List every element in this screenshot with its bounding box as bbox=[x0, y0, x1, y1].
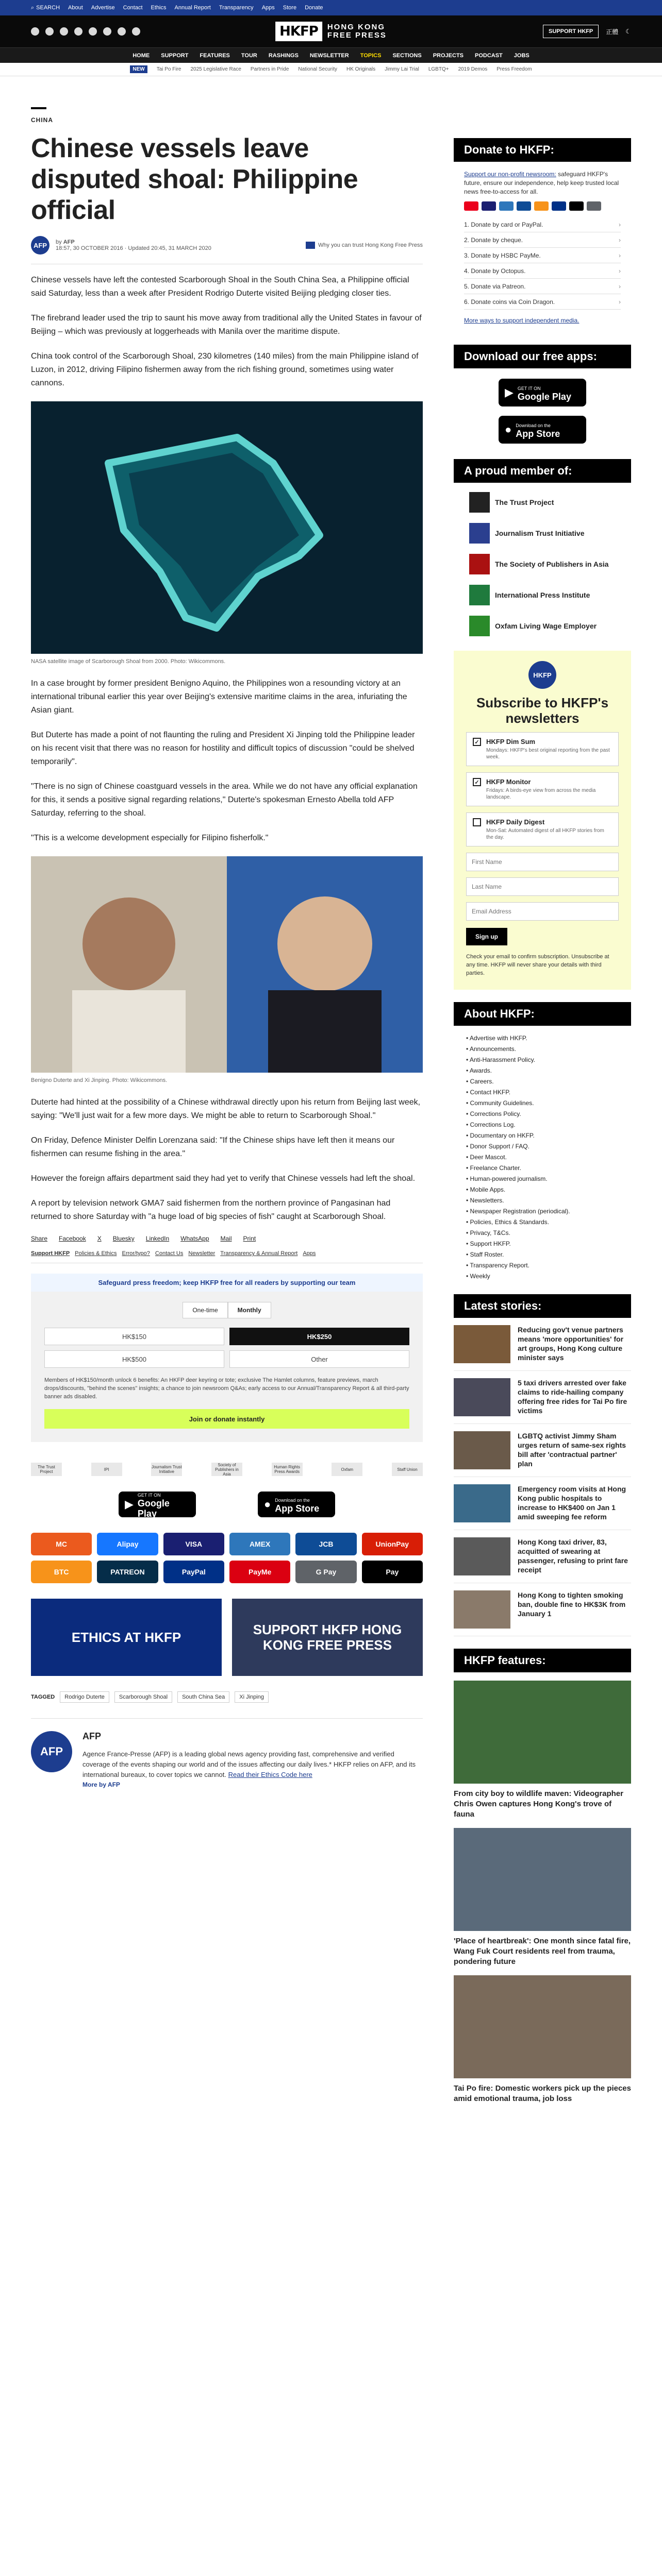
trending-link[interactable]: Tai Po Fire bbox=[156, 66, 181, 72]
google-play-button[interactable]: ▶ GET IT ON Google Play bbox=[119, 1492, 196, 1517]
about-link[interactable]: • Freelance Charter. bbox=[466, 1163, 619, 1174]
play-icon: ▶ bbox=[505, 386, 514, 399]
badge-logo[interactable]: Staff Union bbox=[392, 1463, 423, 1476]
last-name-field[interactable] bbox=[466, 877, 619, 896]
story-item[interactable] bbox=[454, 1583, 631, 1636]
donate-method[interactable]: 4. Donate by Octopus. › bbox=[464, 263, 621, 279]
share-print[interactable]: Print bbox=[243, 1235, 256, 1242]
top-link-donate[interactable]: Donate bbox=[305, 5, 323, 11]
feature-stories bbox=[454, 1681, 631, 2104]
subscribe-note: Check your email to confirm subscription. Unsubscribe at any time. HKFP will never share your details with third parties. bbox=[466, 954, 609, 976]
share-bar bbox=[31, 1235, 423, 1242]
more-by-author-link[interactable]: More by AFP bbox=[82, 1781, 120, 1788]
nav-podcast[interactable]: PODCAST bbox=[475, 52, 503, 59]
feature-item[interactable] bbox=[454, 1828, 631, 1967]
main-nav bbox=[0, 47, 662, 63]
donate-widget bbox=[31, 1274, 423, 1442]
card-logo bbox=[499, 201, 514, 211]
flag-icon bbox=[306, 242, 315, 249]
author-card bbox=[31, 1718, 423, 1788]
feature-title[interactable]: From city boy to wildlife maven: Videographer Chris Owen captures Hong Kong's trove of fauna bbox=[454, 1789, 623, 1819]
chevron-right-icon: › bbox=[619, 298, 621, 306]
about-link[interactable]: • Policies, Ethics & Standards. bbox=[466, 1217, 619, 1228]
hkfp-logo: HKFP bbox=[528, 661, 556, 689]
about-link[interactable]: • Newspaper Registration (periodical). bbox=[466, 1206, 619, 1217]
x-icon[interactable] bbox=[45, 27, 54, 36]
nav-sections[interactable]: SECTIONS bbox=[392, 52, 422, 59]
chevron-right-icon: › bbox=[619, 267, 621, 275]
about-link[interactable]: • Announcements. bbox=[466, 1044, 619, 1055]
payment-logo: PATREON bbox=[97, 1561, 158, 1583]
tags-row: TAGGED Rodrigo Duterte Scarborough Shoal South China Sea Xi Jinping bbox=[31, 1691, 423, 1703]
payment-logo: VISA bbox=[163, 1533, 224, 1555]
donate-method[interactable]: 5. Donate via Patreon. › bbox=[464, 279, 621, 294]
payment-logo: Pay bbox=[362, 1561, 423, 1583]
brand-bar bbox=[0, 15, 662, 47]
share-mail[interactable]: Mail bbox=[220, 1235, 232, 1242]
share-bluesky[interactable]: Bluesky bbox=[112, 1235, 135, 1242]
story-title[interactable]: Hong Kong to tighten smoking ban, double fine to HK$3K from January 1 bbox=[518, 1591, 626, 1618]
ethics-code-link[interactable]: Read their Ethics Code here bbox=[228, 1771, 312, 1778]
amount-option[interactable]: HK$500 bbox=[44, 1350, 224, 1368]
amount-option[interactable]: HK$150 bbox=[44, 1328, 224, 1345]
article-column bbox=[31, 76, 423, 1788]
paragraph: In a case brought by former president Benigno Aquino, the Philippines won a resounding victory at an international tribunal earlier this year over Beijing's extensive maritime claims in the area, infuriating the Asian giant. bbox=[31, 679, 407, 715]
rss-icon[interactable] bbox=[103, 27, 111, 36]
paragraph: Chinese vessels have left the contested Scarborough Shoal in the South China Sea, a Philippine official said Saturday, less than a week after President Rodrigo Duterte visited Beijing pledging closer ties. bbox=[31, 276, 409, 298]
badge-logo[interactable]: Human Rights Press Awards bbox=[272, 1463, 303, 1476]
amount-options bbox=[44, 1328, 409, 1368]
about-link[interactable]: • Awards. bbox=[466, 1065, 619, 1076]
share-x[interactable]: X bbox=[97, 1235, 102, 1242]
about-link[interactable]: • Privacy, T&Cs. bbox=[466, 1228, 619, 1239]
logo-text: HONG KONG FREE PRESS bbox=[327, 23, 387, 40]
sidebar-latest bbox=[454, 1294, 631, 1636]
checkbox[interactable] bbox=[473, 818, 481, 826]
transparency-link[interactable]: Transparency & Annual Report bbox=[220, 1250, 298, 1257]
tag-link[interactable]: South China Sea bbox=[177, 1691, 229, 1703]
story-item[interactable] bbox=[454, 1371, 631, 1424]
member-logo[interactable]: Oxfam Living Wage Employer bbox=[469, 616, 616, 636]
story-title[interactable]: LGBTQ activist Jimmy Sham urges return of same-sex rights bill after 'contractual partner' plan bbox=[518, 1432, 626, 1468]
newsletter-option[interactable]: ✓ HKFP Monitor Fridays: A birds-eye view from across the media landscape. bbox=[466, 772, 619, 806]
donate-heading: Safeguard press freedom; keep HKFP free for all readers by supporting our team bbox=[31, 1274, 423, 1292]
sidebar-heading: HKFP features: bbox=[454, 1649, 631, 1672]
google-play-button[interactable]: ▶ GET IT ON Google Play bbox=[499, 379, 586, 406]
nonprofit-link[interactable]: Support our non-profit newsroom: bbox=[464, 171, 556, 178]
about-link[interactable]: • Deer Mascot. bbox=[466, 1152, 619, 1163]
card-logo bbox=[569, 201, 584, 211]
chevron-right-icon: › bbox=[619, 221, 621, 228]
card-logo bbox=[552, 201, 566, 211]
subscribe-heading: Subscribe to HKFP's newsletters bbox=[476, 695, 609, 726]
donate-methods bbox=[454, 211, 631, 310]
story-item[interactable] bbox=[454, 1318, 631, 1371]
about-link[interactable]: • Weekly bbox=[466, 1271, 619, 1282]
payment-methods bbox=[31, 1533, 423, 1583]
checkbox[interactable]: ✓ bbox=[473, 738, 481, 746]
card-logo bbox=[517, 201, 531, 211]
member-logo[interactable]: The Trust Project bbox=[469, 492, 616, 513]
payment-logo: MC bbox=[31, 1533, 92, 1555]
figure-caption: Benigno Duterte and Xi Jinping. Photo: Wikicommons. bbox=[31, 1077, 168, 1083]
card-logo bbox=[482, 201, 496, 211]
card-logos bbox=[454, 201, 631, 211]
newsletter-option[interactable]: HKFP Daily Digest Mon-Sat: Automated digest of all HKFP stories from the day. bbox=[466, 812, 619, 846]
chevron-right-icon: › bbox=[619, 236, 621, 244]
story-title[interactable]: Emergency room visits at Hong Kong public hospitals to increase to HK$400 on Jan 1 amid sweeping fee reform bbox=[518, 1485, 626, 1521]
sidebar-heading: Donate to HKFP: bbox=[454, 138, 631, 162]
article-body bbox=[31, 274, 423, 1224]
badge-logo[interactable]: Oxfam bbox=[332, 1463, 362, 1476]
about-link[interactable]: • Careers. bbox=[466, 1076, 619, 1087]
paragraph: A report by television network GMA7 said fishermen from the northern province of Pangasinan had returned to shore Saturday with "a huge load of big species of fish" caught at Scarborough Shoal. bbox=[31, 1199, 391, 1221]
leaders-photo bbox=[31, 856, 423, 1073]
feature-item[interactable] bbox=[454, 1975, 631, 2104]
sidebar-heading: About HKFP: bbox=[454, 1002, 631, 1026]
instagram-icon[interactable] bbox=[60, 27, 68, 36]
sidebar-heading: Latest stories: bbox=[454, 1294, 631, 1318]
card-logo bbox=[587, 201, 601, 211]
story-thumbnail[interactable] bbox=[454, 1484, 510, 1522]
author-link[interactable]: AFP bbox=[63, 239, 75, 245]
checkbox[interactable]: ✓ bbox=[473, 778, 481, 786]
app-store-links bbox=[31, 1492, 423, 1517]
feature-image[interactable] bbox=[454, 1681, 631, 1784]
trending-link[interactable]: HK Originals bbox=[346, 66, 376, 72]
trending-link[interactable]: 2025 Legislative Race bbox=[190, 66, 241, 72]
feature-image[interactable] bbox=[454, 1828, 631, 1931]
newsletter-signup bbox=[454, 651, 631, 990]
payment-logo: PayMe bbox=[229, 1561, 290, 1583]
share-linkedin[interactable]: LinkedIn bbox=[145, 1235, 170, 1242]
about-link[interactable]: • Documentary on HKFP. bbox=[466, 1130, 619, 1141]
about-link[interactable]: • Newsletters. bbox=[466, 1195, 619, 1206]
tag-link[interactable]: Scarborough Shoal bbox=[114, 1691, 172, 1703]
about-link[interactable]: • Staff Roster. bbox=[466, 1249, 619, 1260]
paragraph: However the foreign affairs department said they had yet to verify that Chinese vessels had left the shoal. bbox=[31, 1174, 416, 1183]
trending-link[interactable]: Press Freedom bbox=[496, 66, 532, 72]
article-title: Chinese vessels leave disputed shoal: Philippine official bbox=[31, 133, 358, 225]
paragraph: "This is a welcome development especially for Filipino fisherfolk." bbox=[31, 834, 269, 842]
story-item[interactable] bbox=[454, 1530, 631, 1583]
linkedin-icon[interactable] bbox=[132, 27, 140, 36]
about-link[interactable]: • Corrections Log. bbox=[466, 1120, 619, 1130]
figure-shoal bbox=[31, 401, 423, 665]
story-item[interactable] bbox=[454, 1424, 631, 1477]
trending-link[interactable]: Partners in Pride bbox=[250, 66, 289, 72]
nav-rashings[interactable]: RASHINGS bbox=[268, 52, 299, 59]
feature-title[interactable]: Tai Po fire: Domestic workers pick up the pieces amid emotional trauma, job loss bbox=[454, 2084, 631, 2103]
top-link-store[interactable]: Store bbox=[283, 5, 297, 11]
sidebar-donate bbox=[454, 138, 631, 331]
about-link[interactable]: • Anti-Harassment Policy. bbox=[466, 1055, 619, 1065]
payment-logo: AMEX bbox=[229, 1533, 290, 1555]
figure-leaders bbox=[31, 856, 423, 1083]
story-title[interactable]: Reducing gov't venue partners means 'more opportunities' for art groups, Hong Kong culture minister says bbox=[518, 1326, 624, 1362]
sidebar-heading: Download our free apps: bbox=[454, 345, 631, 368]
paragraph: The firebrand leader used the trip to saunt his move away from traditional ally the United States in favour of Beijing – which was previously at loggerheads with Manila over the maritime dispute. bbox=[31, 314, 422, 336]
apple-icon: ● bbox=[505, 423, 512, 436]
top-link-contact[interactable]: Contact bbox=[123, 5, 143, 11]
language-switch[interactable]: 正體 bbox=[606, 28, 619, 36]
feature-title[interactable]: 'Place of heartbreak': One month since fatal fire, Wang Fuk Court residents reel from trauma, pondering future bbox=[454, 1937, 631, 1966]
sign-up-button[interactable]: Sign up bbox=[466, 928, 507, 945]
story-thumbnail[interactable] bbox=[454, 1378, 510, 1416]
share-whatsapp[interactable]: WhatsApp bbox=[180, 1235, 209, 1242]
badge-logo[interactable]: Society of Publishers in Asia bbox=[211, 1463, 242, 1476]
about-link[interactable]: • Contact HKFP. bbox=[466, 1087, 619, 1098]
top-link-transparency[interactable]: Transparency bbox=[219, 5, 254, 11]
nav-projects[interactable]: PROJECTS bbox=[433, 52, 464, 59]
telegram-icon[interactable] bbox=[89, 27, 97, 36]
join-donate-button[interactable]: Join or donate instantly bbox=[44, 1409, 409, 1429]
nav-newsletter[interactable]: NEWSLETTER bbox=[309, 52, 349, 59]
moon-icon[interactable]: ☾ bbox=[625, 28, 631, 35]
support-banner[interactable]: SUPPORT HKFP HONG KONG FREE PRESS bbox=[232, 1599, 423, 1676]
press-badges bbox=[31, 1463, 423, 1476]
sidebar-members bbox=[454, 459, 631, 646]
top-link-advertise[interactable]: Advertise bbox=[91, 5, 115, 11]
donate-method[interactable]: 6. Donate coins via Coin Dragon. › bbox=[464, 294, 621, 310]
card-logo bbox=[534, 201, 549, 211]
about-link[interactable]: • Advertise with HKFP. bbox=[466, 1033, 619, 1044]
story-thumbnail[interactable] bbox=[454, 1590, 510, 1629]
trending-link[interactable]: Jimmy Lai Trial bbox=[385, 66, 419, 72]
more-ways-link[interactable]: More ways to support independent media. bbox=[464, 317, 580, 324]
first-name-field[interactable] bbox=[466, 853, 619, 871]
tag-link[interactable]: Xi Jinping bbox=[235, 1691, 269, 1703]
about-link[interactable]: • Human-powered journalism. bbox=[466, 1174, 619, 1184]
top-link-annual-report[interactable]: Annual Report bbox=[174, 5, 211, 11]
policies-link[interactable]: Policies & Ethics bbox=[75, 1250, 117, 1257]
feature-item[interactable] bbox=[454, 1681, 631, 1820]
nav-tour[interactable]: TOUR bbox=[241, 52, 257, 59]
toggle-one-time[interactable]: One-time bbox=[183, 1302, 227, 1318]
error-link[interactable]: Error/typo? bbox=[122, 1250, 150, 1257]
nav-topics[interactable]: TOPICS bbox=[360, 52, 382, 59]
story-thumbnail[interactable] bbox=[454, 1325, 510, 1363]
new-badge: NEW bbox=[130, 65, 147, 73]
feature-image[interactable] bbox=[454, 1975, 631, 2078]
sidebar-about bbox=[454, 1002, 631, 1289]
author-avatar[interactable]: AFP bbox=[31, 1731, 72, 1772]
search-button[interactable]: ⌕ SEARCH bbox=[31, 4, 60, 11]
payment-logo: JCB bbox=[295, 1533, 356, 1555]
paragraph: Duterte had hinted at the possibility of a Chinese withdrawal directly upon his return from Beijing last week, saying: "We'll just wait for a few more days. We might be able to return to Scarborough Shoal." bbox=[31, 1098, 421, 1120]
ethics-banner[interactable]: ETHICS AT HKFP bbox=[31, 1599, 222, 1676]
logo-mark: HKFP bbox=[275, 22, 322, 41]
share-facebook[interactable]: Facebook bbox=[59, 1235, 86, 1242]
payment-logo: BTC bbox=[31, 1561, 92, 1583]
apps-link[interactable]: Apps bbox=[303, 1250, 316, 1257]
badge-logo[interactable]: The Trust Project bbox=[31, 1463, 62, 1476]
support-links bbox=[31, 1250, 423, 1263]
about-link[interactable]: • Mobile Apps. bbox=[466, 1184, 619, 1195]
payment-logo: PayPal bbox=[163, 1561, 224, 1583]
paragraph: China took control of the Scarborough Shoal, 230 kilometres (140 miles) from the main Philippine island of Luzon, in 2012, driving Filipino fishermen away from the rich fishing ground, sometimes using water cannons. bbox=[31, 352, 419, 387]
tag-link[interactable]: Rodrigo Duterte bbox=[60, 1691, 109, 1703]
site-logo[interactable] bbox=[275, 22, 387, 41]
paragraph: But Duterte has made a point of not flaunting the ruling and President Xi Jinping told the Philippine leader on his recent visit that there was no reason for hostility and difficult topics of discussion "could be shelved temporarily". bbox=[31, 731, 415, 766]
article-dates: 18:57, 30 OCTOBER 2016 · Updated 20:45, 31 MARCH 2020 bbox=[56, 245, 211, 251]
payment-logo: Alipay bbox=[97, 1533, 158, 1555]
play-icon: ▶ bbox=[125, 1498, 134, 1511]
newsletter-option[interactable]: ✓ HKFP Dim Sum Mondays: HKFP's best original reporting from the past week. bbox=[466, 732, 619, 766]
apple-icon: ● bbox=[264, 1498, 271, 1511]
payment-logo: UnionPay bbox=[362, 1533, 423, 1555]
toggle-monthly[interactable]: Monthly bbox=[228, 1302, 271, 1318]
badge-logo[interactable]: Journalism Trust Initiative bbox=[151, 1463, 182, 1476]
story-thumbnail[interactable] bbox=[454, 1537, 510, 1575]
badge-logo[interactable]: IPI bbox=[91, 1463, 122, 1476]
kicker-rule bbox=[31, 107, 46, 109]
byline: AFP by AFP 18:57, 30 OCTOBER 2016 · Updated 20:45, 31 MARCH 2020 Why you can trust Hong Kong Free Press bbox=[31, 236, 423, 255]
story-title[interactable]: Hong Kong taxi driver, 83, acquitted of swearing at passenger, refusing to print fare receipt bbox=[518, 1538, 628, 1574]
shoal-satellite-image bbox=[31, 401, 423, 654]
story-thumbnail[interactable] bbox=[454, 1431, 510, 1469]
newsletter-link[interactable]: Newsletter bbox=[188, 1250, 216, 1257]
social-links bbox=[31, 27, 140, 36]
paragraph: "There is no sign of Chinese coastguard vessels in the area. While we do not have any official explanation for this, it sends a positive signal regarding relations," Duterte's spokesman Ernesto Abella told AFP Saturday, referring to the shoal. bbox=[31, 782, 418, 818]
nav-home[interactable]: HOME bbox=[133, 52, 150, 59]
sidebar-apps bbox=[454, 345, 631, 454]
search-icon: ⌕ bbox=[31, 4, 35, 11]
paragraph: On Friday, Defence Minister Delfin Lorenzana said: "If the Chinese ships have left then it means our fishermen can resume fishing in the area." bbox=[31, 1136, 395, 1158]
figure-caption: NASA satellite image of Scarborough Shoal from 2000. Photo: Wikicommons. bbox=[31, 658, 226, 665]
frequency-toggle bbox=[44, 1302, 409, 1318]
donate-lead: Support our non-profit newsroom: safeguard HKFP's future, ensure our independence, help keep trusted local news free-to-access for all. bbox=[464, 171, 619, 195]
app-store-button[interactable]: ● Download on the App Store bbox=[258, 1492, 335, 1517]
payment-logo: G Pay bbox=[295, 1561, 356, 1583]
about-link[interactable]: • Support HKFP. bbox=[466, 1239, 619, 1249]
donate-method[interactable]: 3. Donate by HSBC PayMe. › bbox=[464, 248, 621, 263]
sidebar-features bbox=[454, 1649, 631, 2104]
chevron-right-icon: › bbox=[619, 282, 621, 290]
member-logo[interactable]: The Society of Publishers in Asia bbox=[469, 554, 616, 574]
trending-link[interactable]: 2019 Demos bbox=[458, 66, 488, 72]
story-title[interactable]: 5 taxi drivers arrested over fake claims to ride-hailing company offering free rides for Tai Po fire victims bbox=[518, 1379, 627, 1415]
member-logo[interactable]: International Press Institute bbox=[469, 585, 616, 605]
nav-support[interactable]: SUPPORT bbox=[161, 52, 189, 59]
nav-jobs[interactable]: JOBS bbox=[514, 52, 529, 59]
trending-link[interactable]: National Security bbox=[298, 66, 337, 72]
author-name[interactable]: AFP bbox=[82, 1731, 101, 1741]
member-logo[interactable]: Journalism Trust Initiative bbox=[469, 523, 616, 544]
card-logo bbox=[464, 201, 478, 211]
support-link[interactable]: Support HKFP bbox=[31, 1250, 70, 1257]
promo-banners bbox=[31, 1599, 423, 1676]
whatsapp-icon[interactable] bbox=[118, 27, 126, 36]
trending-bar bbox=[0, 63, 662, 76]
share-button[interactable]: Share bbox=[31, 1235, 48, 1242]
about-link[interactable]: • Transparency Report. bbox=[466, 1260, 619, 1271]
amount-option-selected[interactable]: HK$250 bbox=[229, 1328, 409, 1345]
donate-method[interactable]: 1. Donate by card or PayPal. › bbox=[464, 217, 621, 232]
donate-benefits: Members of HK$150/month unlock 6 benefits: An HKFP deer keyring or tote; exclusive The Hamlet columns, feature previews, march drops/discounts, "behind the scenes" insights; a chance to join newsroom Q&As; early access to our Annual/Transparency Report & all third-party banner ads disabled. bbox=[44, 1377, 409, 1400]
top-link-apps[interactable]: Apps bbox=[261, 5, 275, 11]
about-link[interactable]: • Corrections Policy. bbox=[466, 1109, 619, 1120]
article-category[interactable]: CHINA bbox=[31, 116, 53, 124]
app-store-button[interactable]: ● Download on the App Store bbox=[499, 416, 586, 444]
amount-other[interactable]: Other bbox=[229, 1350, 409, 1368]
facebook-icon[interactable] bbox=[31, 27, 39, 36]
about-link[interactable]: • Donor Support / FAQ. bbox=[466, 1141, 619, 1152]
youtube-icon[interactable] bbox=[74, 27, 82, 36]
about-link[interactable]: • Community Guidelines. bbox=[466, 1098, 619, 1109]
top-link-about[interactable]: About bbox=[68, 5, 83, 11]
trending-link[interactable]: LGBTQ+ bbox=[428, 66, 449, 72]
support-hkfp-button[interactable]: SUPPORT HKFP bbox=[543, 25, 599, 38]
author-avatar[interactable]: AFP bbox=[31, 236, 49, 255]
author-bio: Agence France-Presse (AFP) is a leading global news agency providing fast, comprehensive and verified coverage of the events shaping our world and of the issues affecting our daily lives.* HKFP relies on AFP, and its international bureaux, to cover topics we cannot. Read their Ethics Code here bbox=[82, 1750, 416, 1778]
about-links bbox=[454, 1026, 631, 1289]
contact-link[interactable]: Contact Us bbox=[155, 1250, 184, 1257]
story-item[interactable] bbox=[454, 1477, 631, 1530]
donate-method[interactable]: 2. Donate by cheque. › bbox=[464, 232, 621, 248]
chevron-right-icon: › bbox=[619, 251, 621, 259]
why-trust-link[interactable]: Why you can trust Hong Kong Free Press bbox=[306, 242, 423, 249]
nav-features[interactable]: FEATURES bbox=[200, 52, 230, 59]
latest-stories bbox=[454, 1318, 631, 1636]
email-field[interactable] bbox=[466, 902, 619, 921]
top-utility-bar bbox=[0, 0, 662, 15]
sidebar bbox=[454, 76, 631, 2104]
sidebar-heading: A proud member of: bbox=[454, 459, 631, 483]
top-link-ethics[interactable]: Ethics bbox=[151, 5, 167, 11]
